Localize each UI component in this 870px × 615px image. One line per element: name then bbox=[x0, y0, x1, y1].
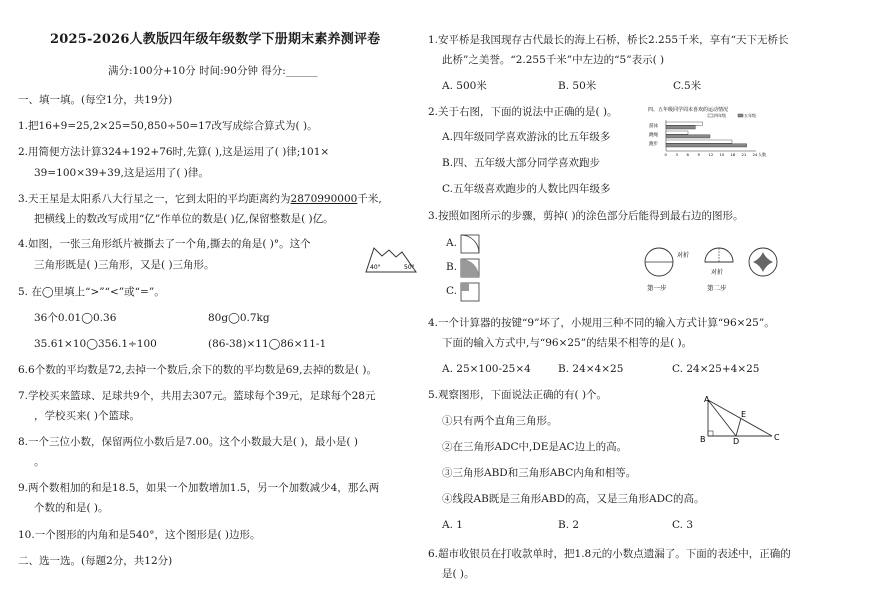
choice-3-option-a: A. bbox=[446, 237, 457, 249]
question-4-line2: 三角形既是( )三角形，又是( )三角形。 bbox=[34, 259, 215, 271]
question-3-line1 bbox=[18, 192, 382, 206]
legend-label: 五年级 bbox=[744, 113, 756, 118]
chart-tick-label: 18 bbox=[730, 152, 736, 157]
choice-5-option-a: A. 1 bbox=[442, 519, 463, 531]
fold-label-1: 对折 bbox=[677, 252, 690, 259]
choice-1-option-b: B. 50米 bbox=[558, 80, 597, 92]
vertex-b: B bbox=[700, 435, 706, 444]
legend-swatch bbox=[738, 114, 743, 117]
choice-4-line1: 4.一个计算器的按键“9”坏了，小规用三种不同的输入方式计算“96×25”。 bbox=[428, 317, 775, 329]
choice-4-option-c: C. 24×25+4×25 bbox=[672, 363, 760, 375]
chart-bar bbox=[666, 140, 732, 143]
question-4-line1: 4.如图，一张三角形纸片被撕去了一个角,撕去的角是( )°。这个 bbox=[18, 238, 311, 250]
choice-2-option-b: B.四、五年级大部分同学喜欢跑步 bbox=[442, 157, 601, 169]
choice-5-statement-3: ③三角形ABD和三角形ABC内角和相等。 bbox=[442, 467, 637, 479]
legend-swatch bbox=[708, 114, 713, 117]
chart-tick-label: 12 bbox=[708, 152, 714, 157]
choice-4-option-b: B. 24×4×25 bbox=[558, 363, 624, 375]
vertex-e: E bbox=[741, 410, 747, 419]
choice-6-line1: 6.超市收银员在打收款单时，把1.8元的小数点遗漏了。下面的表述中，正确的 bbox=[428, 548, 791, 560]
question-5-item-3: 35.61×10◯356.1÷100 bbox=[34, 338, 157, 350]
choice-3-option-b: B. bbox=[446, 261, 458, 273]
choice-5-option-b: B. 2 bbox=[558, 519, 580, 531]
question-2-line2: 39=100×39+39,这是运用了( )律。 bbox=[34, 167, 209, 179]
chart-tick-label: 21 bbox=[741, 152, 747, 157]
sports-bar-chart bbox=[646, 104, 776, 162]
section-fill-heading: 一、填一填。(每空1分，共19分) bbox=[18, 94, 173, 106]
triangle-abc-figure bbox=[700, 394, 786, 444]
section-choice-heading: 二、选一选。(每题2分，共12分) bbox=[18, 555, 173, 567]
vertex-d: D bbox=[733, 437, 740, 444]
angle-label-50: 50° bbox=[404, 264, 415, 271]
choice-4-option-a: A. 25×100-25×4 bbox=[442, 363, 531, 375]
torn-triangle-figure bbox=[362, 242, 420, 276]
choice-5-statement-4: ④线段AB既是三角形ABD的高，又是三角形ADC的高。 bbox=[442, 493, 705, 505]
choice-2-option-a: A.四年级同学喜欢游泳的比五年级多 bbox=[442, 131, 611, 143]
question-7-line1: 7.学校买来篮球、足球共9个，共用去307元。篮球每个39元，足球每个28元 bbox=[18, 390, 376, 402]
chart-bar bbox=[666, 126, 695, 129]
cut-options-figure bbox=[460, 234, 482, 304]
chart-title: 四、五年级同学周末喜欢的运动情况 bbox=[648, 107, 729, 113]
page-title: 2025-2026人教版四年级年级数学下册期末素养测评卷 bbox=[50, 32, 381, 47]
vertex-a: A bbox=[704, 395, 710, 404]
chart-bar bbox=[666, 135, 710, 138]
chart-category-label: 跑步 bbox=[649, 142, 658, 147]
chart-bar bbox=[666, 131, 688, 134]
legend-label: 四年级 bbox=[714, 113, 726, 118]
question-3-line2: 把横线上的数改写成用“亿”作单位的数是( )亿,保留整数是( )亿。 bbox=[34, 213, 334, 225]
choice-2: 2.关于右图，下面的说法中正确的是( )。 bbox=[428, 106, 618, 118]
choice-1-line2: 此桥”之美誉。“2.255千米”中左边的“5”表示( ) bbox=[442, 54, 665, 66]
folding-steps-figure bbox=[643, 244, 793, 296]
chart-tick-label: 9 bbox=[697, 152, 700, 157]
question-6: 6.6个数的平均数是72,去掉一个数后,余下的数的平均数是69,去掉的数是( )。 bbox=[18, 364, 377, 376]
question-1: 1.把16+9=25,2×25=50,850÷50=17改写成综合算式为( )。 bbox=[18, 120, 318, 132]
question-3-unit: 千米, bbox=[357, 193, 382, 205]
question-8-line2: 。 bbox=[34, 456, 45, 468]
choice-5-option-c: C. 3 bbox=[672, 519, 694, 531]
question-9-line1: 9.两个数相加的和是18.5，如果一个加数增加1.5，另一个加数减少4，那么两 bbox=[18, 482, 380, 494]
chart-bar bbox=[666, 144, 747, 147]
chart-tick-label: 3 bbox=[675, 152, 678, 157]
question-3-number: 2870990000 bbox=[290, 193, 358, 205]
chart-tick-label: 6 bbox=[686, 152, 689, 157]
choice-1-line1: 1.安平桥是我国现存古代最长的海上石桥，桥长2.255千米，享有“天下无桥长 bbox=[428, 34, 789, 46]
choice-5-statement-2: ②在三角形ADC中,DE是AC边上的高。 bbox=[442, 441, 628, 453]
chart-category-label: 跳绳 bbox=[649, 133, 658, 138]
step-1-label: 第一步 bbox=[647, 284, 667, 292]
chart-tick-label: 0 bbox=[664, 152, 667, 157]
question-5-item-2: 80g◯0.7kg bbox=[208, 312, 270, 324]
question-3-text: 3.天王星是太阳系八大行星之一，它到太阳的平均距离约为 bbox=[18, 193, 291, 205]
chart-tick-label: 24 bbox=[752, 152, 758, 157]
choice-1-option-a: A. 500米 bbox=[442, 80, 487, 92]
question-5-item-1: 36个0.01◯0.36 bbox=[34, 312, 117, 324]
chart-tick-label: 15 bbox=[719, 152, 725, 157]
choice-4-line2: 下面的输入方式中,与“96×25”的结果不相等的是( )。 bbox=[442, 337, 693, 349]
choice-3: 3.按照如图所示的步骤，剪掉( )的涂色部分后能得到最右边的图形。 bbox=[428, 210, 744, 222]
question-8-line1: 8.一个三位小数，保留两位小数后是7.00。这个小数最大是( )，最小是( ) bbox=[18, 436, 358, 448]
angle-label-40: 40° bbox=[370, 264, 381, 271]
choice-5: 5.观察图形，下面说法正确的有( )个。 bbox=[428, 389, 608, 401]
question-5-item-4: (86-38)×11◯86×11-1 bbox=[208, 338, 327, 350]
vertex-c: C bbox=[774, 433, 780, 442]
fold-label-2: 对折 bbox=[711, 269, 724, 276]
question-9-line2: 个数的和是( )。 bbox=[34, 502, 109, 514]
choice-1-option-c: C.5米 bbox=[673, 80, 702, 92]
question-2-line1: 2.用简便方法计算324+192+76时,先算( ),这是运用了( )律;101× bbox=[18, 146, 330, 158]
choice-2-option-c: C.五年级喜欢跑步的人数比四年级多 bbox=[442, 183, 611, 195]
choice-6-line2: 是( )。 bbox=[442, 568, 475, 580]
score-line: 满分:100分+10分 时间:90分钟 得分:______ bbox=[108, 65, 318, 77]
chart-category-label: 游泳 bbox=[649, 124, 658, 129]
question-10: 10.一个图形的内角和是540°，这个图形是( )边形。 bbox=[18, 529, 261, 541]
chart-bar bbox=[666, 122, 703, 125]
question-5: 5. 在◯里填上“>”“<”或“=”。 bbox=[18, 286, 165, 298]
choice-5-statement-1: ①只有两个直角三角形。 bbox=[442, 415, 558, 427]
choice-3-option-c: C. bbox=[446, 285, 457, 297]
step-2-label: 第二步 bbox=[707, 284, 727, 292]
question-7-line2: ，学校买来( )个篮球。 bbox=[34, 410, 141, 422]
chart-axis-unit: 人数 bbox=[758, 152, 766, 157]
